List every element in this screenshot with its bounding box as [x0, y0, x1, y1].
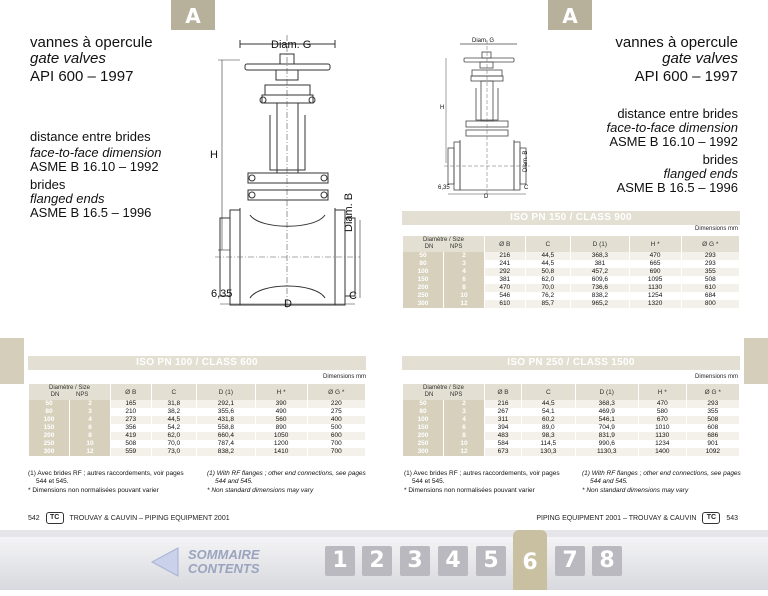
cell-value: 356: [125, 424, 137, 431]
cell-value: 469,9: [598, 408, 615, 415]
footnote-en-1b-left: 544 and 545.: [215, 478, 253, 485]
table-band-class1500: [402, 356, 740, 370]
tc-logo-icon: TC: [702, 512, 720, 524]
cell-value: 609,6: [591, 276, 608, 283]
hdr-c: C: [152, 384, 197, 400]
table-class600: [28, 384, 366, 456]
cell-value: 210: [125, 408, 137, 415]
cell-nps: 4: [444, 268, 484, 276]
cell-value: 89,0: [541, 424, 555, 431]
cell-dn: 150: [403, 424, 443, 432]
cell-nps: 3: [444, 408, 484, 416]
cell-nps: 12: [444, 448, 484, 456]
cell-value: 800: [682, 300, 739, 308]
footnote-fr-1a-left: (1) Avec brides RF ; autres raccordements, voir pages: [28, 470, 184, 477]
cell-value: 293: [704, 260, 716, 267]
cell-value: 600: [308, 432, 365, 440]
back-arrow-icon: [150, 546, 180, 578]
cell-value: 700: [330, 440, 342, 447]
dims-mm-class900: Dimensions mm: [694, 226, 738, 232]
cell-value: 216: [485, 252, 525, 260]
label-635-right: 6,35: [438, 185, 450, 191]
cell-dn: 300: [29, 448, 69, 456]
cell-value: 1320: [630, 300, 681, 308]
cell-value: 44,5: [152, 416, 197, 424]
label-diam-b-left: Diam. B: [343, 192, 355, 232]
cell-value: 76,2: [541, 292, 555, 299]
cell-nps: 10: [444, 292, 484, 300]
table-row: [403, 276, 739, 284]
table-row: [403, 440, 739, 448]
cell-value: 500: [330, 424, 342, 431]
cell-value: 62,0: [152, 432, 197, 440]
cell-value: 673: [485, 448, 521, 456]
table-row: [29, 432, 365, 440]
cell-value: 584: [497, 440, 509, 447]
cell-value: 470: [485, 284, 525, 292]
cell-dn: 200: [29, 432, 69, 440]
sommaire-button[interactable]: [150, 544, 268, 580]
table-row: [29, 440, 365, 448]
cell-value: 1400: [639, 448, 686, 456]
footer-left: [28, 512, 230, 524]
cell-value: 431,8: [197, 416, 254, 424]
cell-value: 558,8: [217, 424, 234, 431]
table-row: [403, 424, 739, 432]
label-d-right: D: [484, 194, 489, 200]
valve-drawing-left: [200, 30, 370, 315]
cell-dn: 100: [403, 416, 443, 424]
cell-nps: 8: [444, 284, 484, 292]
cell-value: 292,1: [197, 400, 254, 408]
cell-value: 50,8: [526, 268, 571, 276]
api-right: API 600 – 1997: [634, 68, 738, 85]
cell-value: 990,6: [598, 440, 615, 447]
fe-en-right: flanged ends: [663, 166, 738, 181]
cell-value: 60,2: [522, 416, 574, 424]
cell-nps: 10: [70, 440, 110, 448]
fe-fr-right: brides: [702, 152, 738, 167]
cell-value: 273: [111, 416, 151, 424]
hdr-nps: NPS: [76, 392, 89, 398]
cell-value: 70,0: [526, 284, 571, 292]
cell-value: 368,3: [571, 252, 628, 260]
hdr-h: H *: [256, 384, 307, 400]
cell-value: 686: [687, 432, 739, 440]
label-635-left: 6,35: [211, 288, 233, 300]
cell-value: 44,5: [526, 252, 571, 260]
cell-nps: 8: [70, 432, 110, 440]
cell-value: 54,2: [167, 424, 181, 431]
cell-value: 130,3: [522, 448, 574, 456]
hdr-nps: NPS: [450, 244, 463, 250]
cell-value: 98,3: [522, 432, 574, 440]
footnote-fr-1b-right: 544 et 545.: [412, 478, 445, 485]
cell-value: 470: [630, 252, 681, 260]
cell-value: 114,5: [540, 440, 557, 447]
table-row: [403, 260, 739, 268]
cell-value: 508: [125, 440, 137, 447]
page-number-right: 543: [726, 514, 738, 522]
cell-value: 419: [111, 432, 151, 440]
footnote-fr-1a-right: (1) Avec brides RF ; autres raccordements, voir pages: [404, 470, 560, 477]
hdr-c: C: [522, 384, 574, 400]
hdr-size: Diamètre / Size: [422, 385, 464, 391]
sommaire-label: SOMMAIRE: [188, 547, 260, 562]
table-row: [403, 416, 739, 424]
hdr-nps: NPS: [450, 392, 463, 398]
cell-value: 483: [485, 432, 521, 440]
hdr-b: Ø B: [485, 236, 525, 252]
cell-value: 1130: [630, 284, 681, 292]
nav-button-3[interactable]: 3: [400, 546, 430, 576]
cell-value: 736,6: [571, 284, 628, 292]
fe-fr-left: brides: [30, 177, 66, 192]
cell-value: 1410: [256, 448, 307, 456]
cell-value: 901: [707, 440, 719, 447]
cell-nps: 6: [70, 424, 110, 432]
cell-value: 831,9: [576, 432, 639, 440]
ftf-en-left: face-to-face dimension: [30, 145, 162, 160]
cell-dn: 200: [403, 284, 443, 292]
table-row: [29, 448, 365, 456]
cell-dn: 300: [403, 448, 443, 456]
hdr-d: D (1): [576, 384, 639, 400]
cell-value: 1130,3: [576, 448, 639, 456]
label-diam-b-right: Diam. B: [523, 150, 529, 172]
cell-nps: 12: [444, 300, 484, 308]
footnote-fr-2-right: * Dimensions non normalisées pouvant varier: [404, 487, 535, 494]
cell-nps: 3: [70, 408, 110, 416]
ftf-fr-right: distance entre brides: [617, 106, 738, 121]
cell-value: 70,0: [167, 440, 181, 447]
table-band-class900: [402, 211, 740, 225]
table-title-class900: ISO PN 150 / CLASS 900: [510, 212, 632, 223]
cell-value: 610: [682, 284, 739, 292]
fe-std-left: ASME B 16.5 – 1996: [30, 205, 152, 220]
cell-value: 31,8: [152, 400, 197, 408]
nav-button-6-active[interactable]: 6: [513, 530, 547, 590]
table-title-class600: ISO PN 100 / CLASS 600: [136, 357, 258, 368]
cell-nps: 2: [444, 252, 484, 260]
nav-button-1[interactable]: 1: [325, 546, 355, 576]
section-tab-left[interactable]: A: [171, 0, 215, 30]
cell-value: 355: [682, 268, 739, 276]
footnote-en-2-right: * Non standard dimensions may vary: [582, 487, 689, 494]
cell-value: 1010: [655, 424, 670, 431]
footnote-en-1a-right: (1) With RF flanges ; other end connections, see pages: [582, 470, 741, 477]
page-number-left: 542: [28, 514, 40, 522]
hdr-b: Ø B: [111, 384, 151, 400]
cell-value: 787,4: [217, 440, 234, 447]
cell-value: 608: [707, 424, 719, 431]
hdr-size: Diamètre / Size: [48, 385, 90, 391]
dims-mm-class1500: Dimensions mm: [694, 374, 738, 380]
cell-dn: 150: [29, 424, 69, 432]
hdr-g: Ø G *: [682, 236, 739, 252]
ftf-en-right: face-to-face dimension: [606, 120, 738, 135]
cell-value: 560: [256, 416, 307, 424]
cell-value: 665: [649, 260, 661, 267]
cell-value: 660,4: [197, 432, 254, 440]
table-title-class1500: ISO PN 250 / CLASS 1500: [507, 357, 635, 368]
cell-value: 216: [485, 400, 521, 408]
hdr-d: D (1): [197, 384, 254, 400]
cell-value: 267: [497, 408, 509, 415]
table-row: [29, 408, 365, 416]
hdr-h: H *: [639, 384, 686, 400]
cell-nps: 12: [70, 448, 110, 456]
valve-drawing-right: [432, 38, 532, 198]
hdr-dn: DN: [50, 392, 60, 398]
cell-value: 381: [594, 260, 606, 267]
cell-value: 368,3: [576, 400, 639, 408]
table-band-class600: [28, 356, 366, 370]
table-row: [29, 400, 365, 408]
table-row: [29, 416, 365, 424]
cell-value: 670: [639, 416, 686, 424]
cell-dn: 100: [403, 268, 443, 276]
ftf-std-right: ASME B 16.10 – 1992: [609, 134, 738, 149]
cell-value: 44,5: [522, 400, 574, 408]
cell-value: 293: [682, 252, 739, 260]
cell-dn: 50: [29, 400, 69, 408]
ftf-std-left: ASME B 16.10 – 1992: [30, 159, 159, 174]
footnote-fr-1b-left: 544 et 545.: [36, 478, 69, 485]
cell-value: 54,1: [541, 408, 555, 415]
table-class900: [402, 236, 740, 308]
cell-value: 311: [485, 416, 521, 424]
cell-value: 381: [499, 276, 511, 283]
table-row: [29, 424, 365, 432]
cell-dn: 50: [403, 252, 443, 260]
dims-mm-class600: Dimensions mm: [322, 374, 366, 380]
cell-value: 559: [111, 448, 151, 456]
section-tab-right[interactable]: A: [548, 0, 592, 30]
cell-nps: 10: [444, 440, 484, 448]
cell-value: 355,6: [217, 408, 234, 415]
table-row: [403, 292, 739, 300]
cell-value: 292: [485, 268, 525, 276]
cell-value: 704,9: [598, 424, 615, 431]
hdr-size: Diamètre / Size: [422, 237, 464, 243]
ftf-fr-left: distance entre brides: [30, 129, 151, 144]
hdr-dn: DN: [424, 244, 434, 250]
cell-value: 293: [687, 400, 739, 408]
cell-value: 470: [639, 400, 686, 408]
table-row: [403, 400, 739, 408]
cell-value: 241: [499, 260, 511, 267]
title-fr-left: vannes à opercule: [30, 34, 153, 51]
cell-dn: 80: [403, 260, 443, 268]
label-diam-g-left: Diam. G: [271, 39, 312, 51]
nav-button-4[interactable]: 4: [438, 546, 468, 576]
table-row: [403, 432, 739, 440]
title-en-left: gate valves: [30, 50, 106, 67]
cell-value: 62,0: [541, 276, 555, 283]
cell-nps: 4: [70, 416, 110, 424]
hdr-c: C: [526, 236, 571, 252]
cell-value: 1130: [639, 432, 686, 440]
table-row: [403, 408, 739, 416]
title-fr-right: vannes à opercule: [615, 34, 738, 51]
hdr-g: Ø G *: [687, 384, 739, 400]
cell-value: 44,5: [541, 260, 555, 267]
side-tab-left: [0, 338, 24, 384]
nav-button-5[interactable]: 5: [476, 546, 506, 576]
fe-std-right: ASME B 16.5 – 1996: [616, 180, 738, 195]
cell-value: 1092: [687, 448, 739, 456]
cell-nps: 2: [444, 400, 484, 408]
cell-dn: 250: [403, 292, 443, 300]
label-c-right: C: [524, 185, 529, 191]
cell-value: 1095: [647, 276, 663, 283]
cell-value: 700: [308, 448, 365, 456]
title-en-right: gate valves: [662, 50, 738, 67]
cell-value: 85,7: [526, 300, 571, 308]
cell-value: 275: [330, 408, 342, 415]
cell-nps: 3: [444, 260, 484, 268]
hdr-b: Ø B: [485, 384, 521, 400]
table-row: [403, 268, 739, 276]
side-tab-right: [744, 338, 768, 384]
hdr-h: H *: [630, 236, 681, 252]
nav-button-7[interactable]: 7: [555, 546, 585, 576]
label-h-left: H: [210, 149, 218, 161]
cell-value: 394: [497, 424, 509, 431]
cell-value: 684: [704, 292, 716, 299]
cell-nps: 6: [444, 276, 484, 284]
cell-dn: 250: [29, 440, 69, 448]
cell-value: 1254: [647, 292, 663, 299]
footnote-en-1a-left: (1) With RF flanges ; other end connections, see pages: [207, 470, 366, 477]
fe-en-left: flanged ends: [30, 191, 105, 206]
cell-value: 220: [308, 400, 365, 408]
cell-value: 355: [707, 408, 719, 415]
cell-value: 508: [704, 276, 716, 283]
label-h-right: H: [440, 105, 445, 111]
table-row: [403, 252, 739, 260]
cell-value: 390: [256, 400, 307, 408]
cell-nps: 4: [444, 416, 484, 424]
footer-text-right: PIPING EQUIPMENT 2001 – TROUVAY & CAUVIN: [536, 514, 697, 522]
cell-value: 73,0: [152, 448, 197, 456]
nav-button-2[interactable]: 2: [362, 546, 392, 576]
cell-value: 165: [111, 400, 151, 408]
cell-value: 610: [485, 300, 525, 308]
footer-text-left: TROUVAY & CAUVIN – PIPING EQUIPMENT 2001: [69, 514, 230, 522]
cell-dn: 200: [403, 432, 443, 440]
cell-dn: 150: [403, 276, 443, 284]
cell-value: 838,2: [591, 292, 608, 299]
cell-dn: 80: [403, 408, 443, 416]
nav-divider: [0, 530, 768, 537]
cell-value: 38,2: [167, 408, 181, 415]
cell-nps: 6: [444, 424, 484, 432]
cell-value: 490: [275, 408, 287, 415]
footnote-en-1b-right: 544 and 545.: [590, 478, 628, 485]
cell-dn: 50: [403, 400, 443, 408]
label-diam-g-right: Diam. G: [472, 38, 495, 44]
tc-logo-icon: TC: [46, 512, 64, 524]
hdr-dn: DN: [424, 392, 434, 398]
footer-right: [536, 512, 738, 524]
cell-value: 890: [275, 424, 287, 431]
cell-value: 838,2: [197, 448, 254, 456]
table-row: [403, 448, 739, 456]
cell-value: 690: [630, 268, 681, 276]
cell-nps: 8: [444, 432, 484, 440]
label-d-left: D: [284, 298, 292, 310]
table-row: [403, 300, 739, 308]
footnote-fr-2-left: * Dimensions non normalisées pouvant varier: [28, 487, 159, 494]
cell-value: 400: [308, 416, 365, 424]
cell-value: 1050: [256, 432, 307, 440]
cell-value: 546,1: [576, 416, 639, 424]
cell-dn: 80: [29, 408, 69, 416]
cell-dn: 250: [403, 440, 443, 448]
table-class1500: [402, 384, 740, 456]
label-c-left: C: [349, 290, 357, 302]
hdr-g: Ø G *: [308, 384, 365, 400]
footnote-en-2-left: * Non standard dimensions may vary: [207, 487, 314, 494]
cell-value: 457,2: [571, 268, 628, 276]
nav-button-8[interactable]: 8: [592, 546, 622, 576]
cell-value: 546: [499, 292, 511, 299]
cell-value: 1234: [655, 440, 670, 447]
cell-dn: 100: [29, 416, 69, 424]
cell-nps: 2: [70, 400, 110, 408]
cell-value: 1200: [273, 440, 289, 447]
api-left: API 600 – 1997: [30, 68, 134, 85]
cell-value: 508: [687, 416, 739, 424]
contents-label: CONTENTS: [188, 561, 260, 576]
cell-value: 965,2: [571, 300, 628, 308]
cell-value: 580: [656, 408, 668, 415]
table-row: [403, 284, 739, 292]
cell-dn: 300: [403, 300, 443, 308]
hdr-d: D (1): [571, 236, 628, 252]
